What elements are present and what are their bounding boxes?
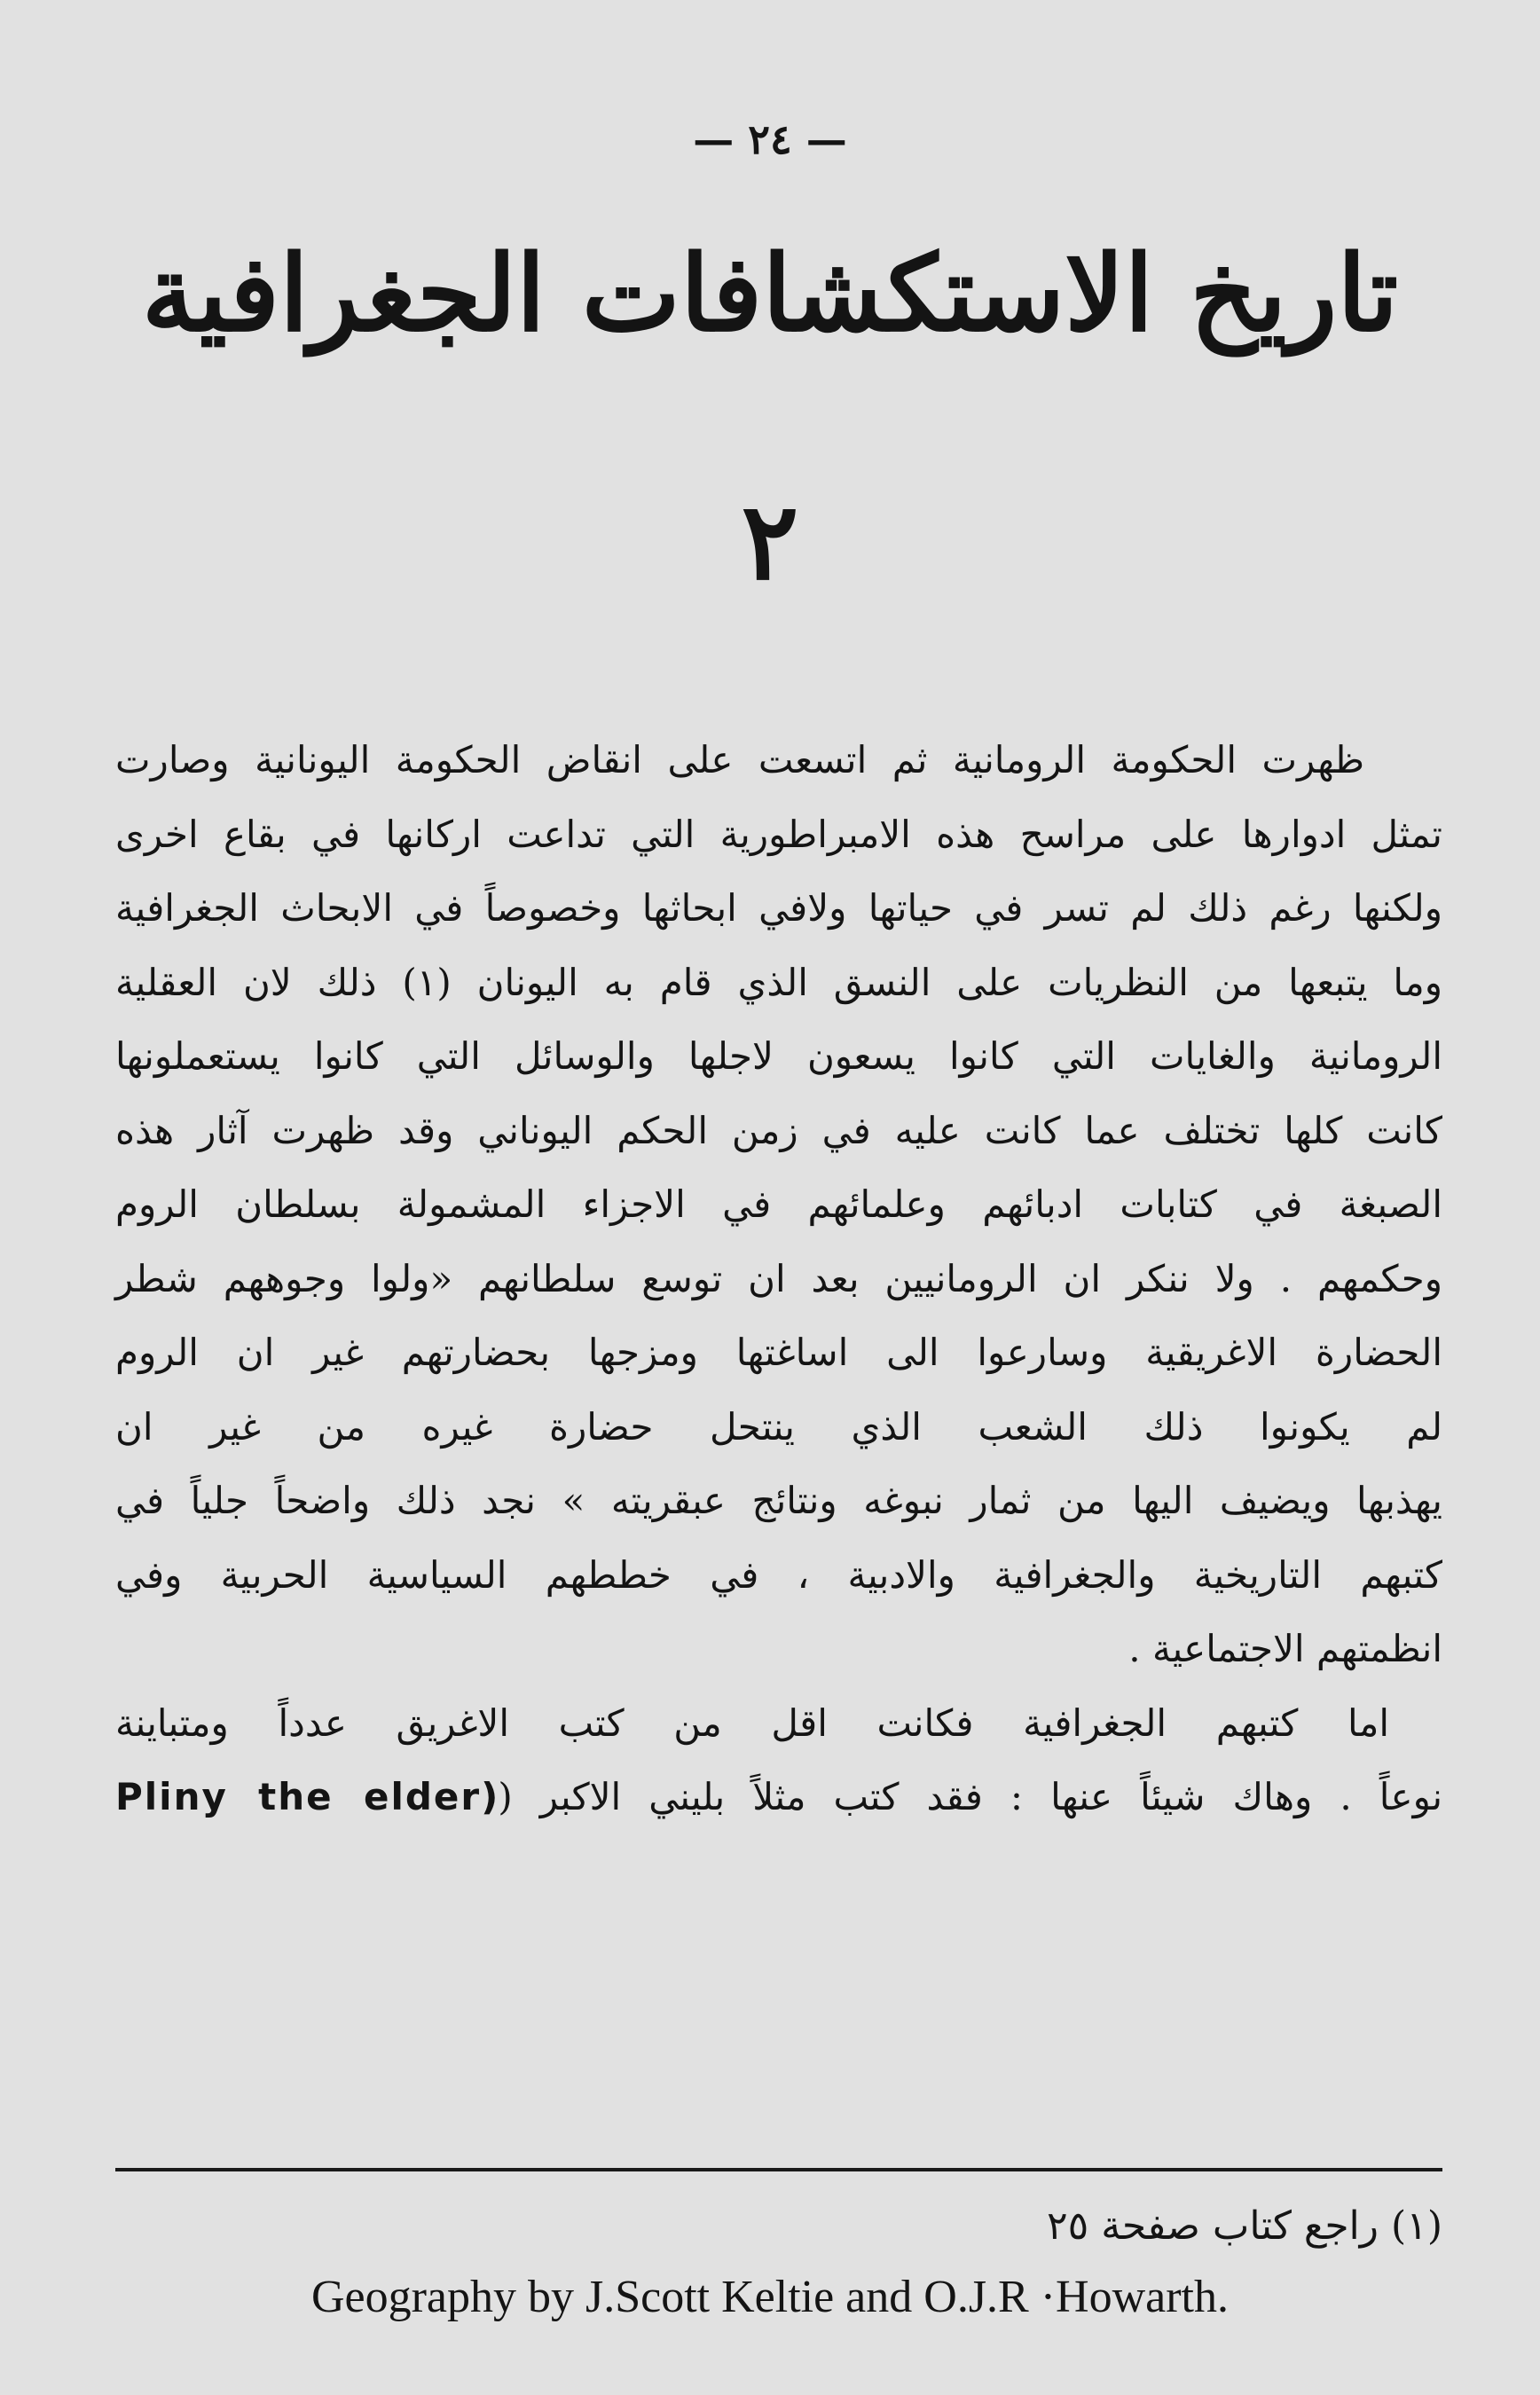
body-line: وما يتبعها من النظريات على النسق الذي قام به اليونان (١) ذلك لان العقلية xyxy=(115,960,1442,1004)
body-line: الصبغة في كتابات ادبائهم وعلمائهم في الاجزاء المشمولة بسلطان الروم xyxy=(115,1182,1442,1226)
body-line: وحكمهم . ولا ننكر ان الرومانيين بعد ان توسع سلطانهم «ولوا وجوههم شطر xyxy=(115,1256,1442,1300)
body-line: لم يكونوا ذلك الشعب الذي ينتحل حضارة غيره من غير ان xyxy=(115,1404,1442,1449)
footnote-divider xyxy=(115,2168,1442,2171)
footnote: (١) راجع كتاب صفحة ٢٥ xyxy=(1047,2203,1442,2249)
body-line: انظمتهم الاجتماعية . xyxy=(1128,1627,1442,1670)
body-line: يهذبها ويضيف اليها من ثمار نبوغه ونتائج عبقريته » نجد ذلك واضحاً جلياً في xyxy=(115,1479,1442,1522)
body-line: ولكنها رغم ذلك لم تسر في حياتها ولافي ابحاثها وخصوصاً في الابحاث الجغرافية xyxy=(115,886,1442,930)
page-number: — ٢٤ — xyxy=(693,115,847,163)
body-line: كانت كلها تختلف عما كانت عليه في زمن الحكم اليوناني وقد ظهرت آثار هذه xyxy=(115,1108,1442,1152)
body-line: تمثل ادوارها على مراسح هذه الامبراطورية التي تداعت اركانها في بقاع اخرى xyxy=(115,812,1442,856)
body-text xyxy=(115,723,1442,1834)
body-line: اما كتبهم الجغرافية فكانت اقل من كتب الاغريق عدداً ومتباينة xyxy=(115,1700,1389,1745)
page-title: تاريخ الاستكشافات الجغرافية xyxy=(141,232,1399,355)
body-line: ظهرت الحكومة الرومانية ثم اتسعت على انقاض الحكومة اليونانية وصارت xyxy=(115,738,1364,781)
body-line: كتبهم التاريخية والجغرافية والادبية ، في خططهم السياسية الحربية وفي xyxy=(115,1552,1442,1597)
latin-name: Pliny the elder) xyxy=(115,1775,499,1818)
footnote-reference: Geography by J.Scott Keltie and O.J.R ·Howarth. xyxy=(310,2272,1230,2322)
body-line-arabic: نوعاً . وهاك شيئاً عنها : فقد كتب مثلاً بليني الاكبر ( xyxy=(498,1775,1443,1818)
body-line-mixed xyxy=(115,1760,1442,1834)
body-line: الحضارة الاغريقية وسارعوا الى اساغتها ومزجها بحضارتهم غير ان الروم xyxy=(115,1331,1442,1374)
part-number: ٢ xyxy=(741,479,799,604)
body-line: الرومانية والغايات التي كانوا يسعون لاجلها والوسائل التي كانوا يستعملونها xyxy=(115,1034,1442,1078)
